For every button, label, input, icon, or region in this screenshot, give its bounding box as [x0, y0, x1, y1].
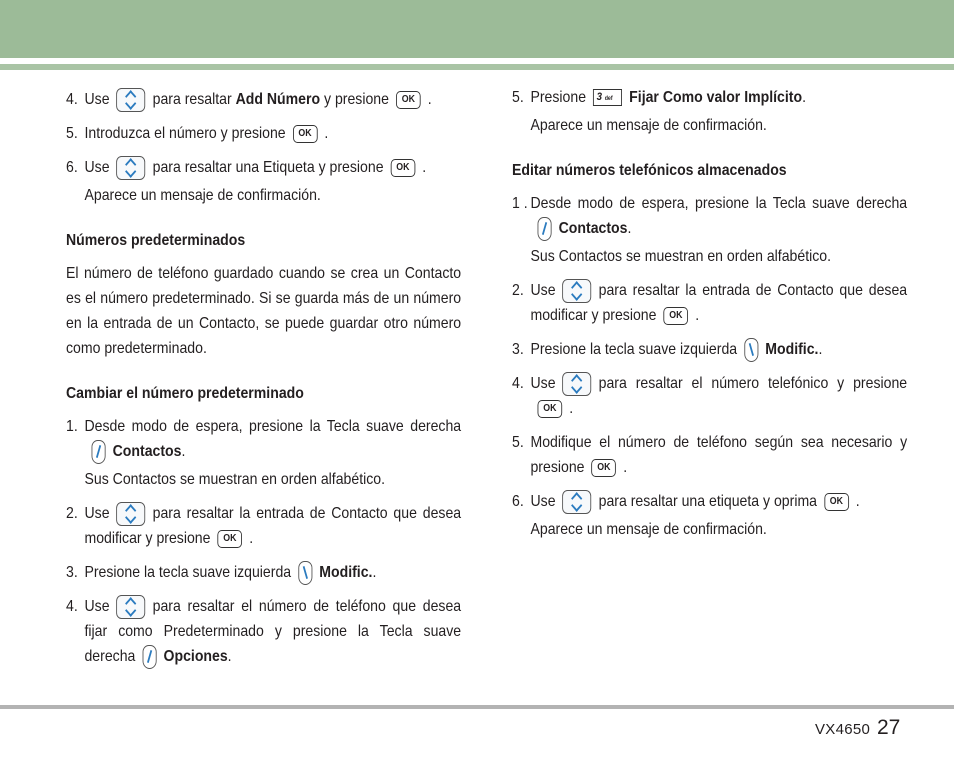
step-text	[530, 191, 907, 269]
step-note: Aparece un mensaje de confirmación.	[84, 187, 321, 204]
navigation-key-icon	[563, 279, 592, 303]
text: .	[181, 443, 186, 460]
navigation-key-icon	[117, 88, 146, 112]
text: .	[422, 159, 427, 176]
step-note: Aparece un mensaje de confirmación.	[530, 521, 767, 538]
text: .	[324, 125, 329, 142]
step-number: 4.	[66, 91, 78, 108]
edit-step-2	[512, 278, 907, 328]
step-number: 3.	[512, 341, 524, 358]
text: y presione	[324, 91, 389, 108]
edit-step-1	[512, 191, 907, 269]
text: .	[249, 530, 254, 547]
edit-step-3	[512, 337, 907, 362]
text: Use	[84, 159, 110, 176]
header-rule	[0, 64, 954, 70]
step-6-label	[66, 155, 461, 208]
step-text	[530, 85, 907, 138]
text: Use	[530, 375, 556, 392]
step-text	[84, 87, 461, 112]
step-text	[84, 155, 461, 208]
text: .	[227, 648, 232, 665]
key-3-digit: 3	[596, 91, 603, 104]
step-note: Sus Contactos se muestran en orden alfabético.	[84, 471, 386, 488]
section-heading: Cambiar el número predeterminado	[66, 385, 304, 402]
change-step-4	[66, 594, 461, 669]
left-soft-key-icon	[298, 561, 312, 585]
text: .	[695, 307, 700, 324]
right-soft-key-icon	[92, 440, 106, 464]
step-text	[84, 501, 461, 551]
text: Use	[530, 282, 556, 299]
step-number: 2.	[512, 282, 524, 299]
step-text	[530, 278, 907, 328]
step-text	[84, 414, 461, 492]
option-name: Add Número	[235, 91, 321, 108]
step-number: 5.	[512, 434, 524, 451]
option-name: Modific.	[765, 341, 819, 358]
ok-key-icon: OK	[293, 125, 318, 143]
step-number: 1 .	[512, 195, 528, 212]
header-bar	[0, 0, 954, 58]
text: Use	[84, 91, 110, 108]
text: Presione	[530, 89, 587, 106]
text: Introduzca el número y presione	[84, 125, 286, 142]
step-text	[530, 337, 907, 362]
text: .	[623, 459, 628, 476]
ok-key-icon: OK	[824, 493, 849, 511]
step-number: 2.	[66, 505, 78, 522]
text: para resaltar la entrada de Contacto que desea modificar y presione	[84, 505, 462, 547]
section-heading: Editar números telefónicos almacenados	[512, 162, 787, 179]
text: .	[569, 400, 574, 417]
left-column	[66, 87, 461, 678]
right-soft-key-icon	[538, 217, 552, 241]
left-soft-key-icon	[744, 338, 758, 362]
section-paragraph: El número de teléfono guardado cuando se crea un Contacto es el número predeterminado. Si se guarda más de un número en la entrada de un Contacto, se puede guardar otro número como predeterminado.	[66, 265, 462, 357]
text: Use	[530, 493, 556, 510]
text: .	[427, 91, 432, 108]
text: .	[802, 89, 807, 106]
step-number: 6.	[512, 493, 524, 510]
footer-rule	[0, 705, 954, 709]
ok-key-icon: OK	[592, 459, 617, 477]
edit-step-6	[512, 489, 907, 542]
footer-model: VX4650	[815, 721, 871, 738]
option-name: Fijar Como valor Implícito	[629, 89, 803, 106]
step-number: 5.	[512, 89, 524, 106]
text: para resaltar una Etiqueta y presione	[152, 159, 384, 176]
text: Use	[84, 505, 110, 522]
text: Desde modo de espera, presione la Tecla suave derecha	[84, 418, 462, 435]
text: Desde modo de espera, presione la Tecla suave derecha	[530, 195, 908, 212]
option-name: Modific.	[319, 564, 373, 581]
text: .	[627, 220, 632, 237]
step-number: 1.	[66, 418, 78, 435]
step-text	[84, 594, 461, 669]
step-text	[530, 489, 907, 542]
step-number: 4.	[512, 375, 524, 392]
navigation-key-icon	[563, 490, 592, 514]
change-step-2	[66, 501, 461, 551]
step-number: 5.	[66, 125, 78, 142]
ok-key-icon: OK	[391, 159, 416, 177]
option-name: Contactos	[112, 443, 182, 460]
text: .	[818, 341, 823, 358]
step-text	[530, 430, 907, 480]
text: Presione la tecla suave izquierda	[84, 564, 292, 581]
step-5-set-default	[512, 85, 907, 138]
step-note: Aparece un mensaje de confirmación.	[530, 117, 767, 134]
navigation-key-icon	[117, 156, 146, 180]
key-3-icon	[593, 89, 622, 106]
step-4-add-number	[66, 87, 461, 112]
step-number: 4.	[66, 598, 78, 615]
text: para resaltar el número de teléfono que desea fijar como Predeterminado y presione la Tecla suave derecha	[84, 598, 462, 665]
option-name: Contactos	[558, 220, 628, 237]
text: Modifique el número de teléfono según sea necesario y presione	[530, 434, 908, 476]
ok-key-icon: OK	[538, 400, 563, 418]
ok-key-icon: OK	[664, 307, 689, 325]
edit-step-4	[512, 371, 907, 421]
text: para resaltar la entrada de Contacto que desea modificar y presione	[530, 282, 908, 324]
ok-key-icon: OK	[218, 530, 243, 548]
right-column	[512, 85, 907, 551]
step-text	[530, 371, 907, 421]
navigation-key-icon	[563, 372, 592, 396]
navigation-key-icon	[117, 502, 146, 526]
step-5-enter-number	[66, 121, 461, 146]
text: para resaltar	[152, 91, 232, 108]
change-step-1	[66, 414, 461, 492]
text: Presione la tecla suave izquierda	[530, 341, 738, 358]
right-soft-key-icon	[142, 645, 156, 669]
change-step-3	[66, 560, 461, 585]
option-name: Opciones	[163, 648, 228, 665]
text: para resaltar una etiqueta y oprima	[598, 493, 818, 510]
navigation-key-icon	[117, 595, 146, 619]
text: .	[372, 564, 377, 581]
step-note: Sus Contactos se muestran en orden alfabético.	[530, 248, 832, 265]
section-heading: Números predeterminados	[66, 232, 246, 249]
step-text	[84, 560, 461, 585]
ok-key-icon: OK	[396, 91, 421, 109]
text: Use	[84, 598, 110, 615]
text: .	[855, 493, 860, 510]
step-number: 3.	[66, 564, 78, 581]
step-number: 6.	[66, 159, 78, 176]
page-number: 27	[877, 716, 901, 739]
edit-step-5	[512, 430, 907, 480]
step-text	[84, 121, 461, 146]
key-3-letters: def	[604, 96, 613, 103]
text: para resaltar el número telefónico y presione	[598, 375, 908, 392]
